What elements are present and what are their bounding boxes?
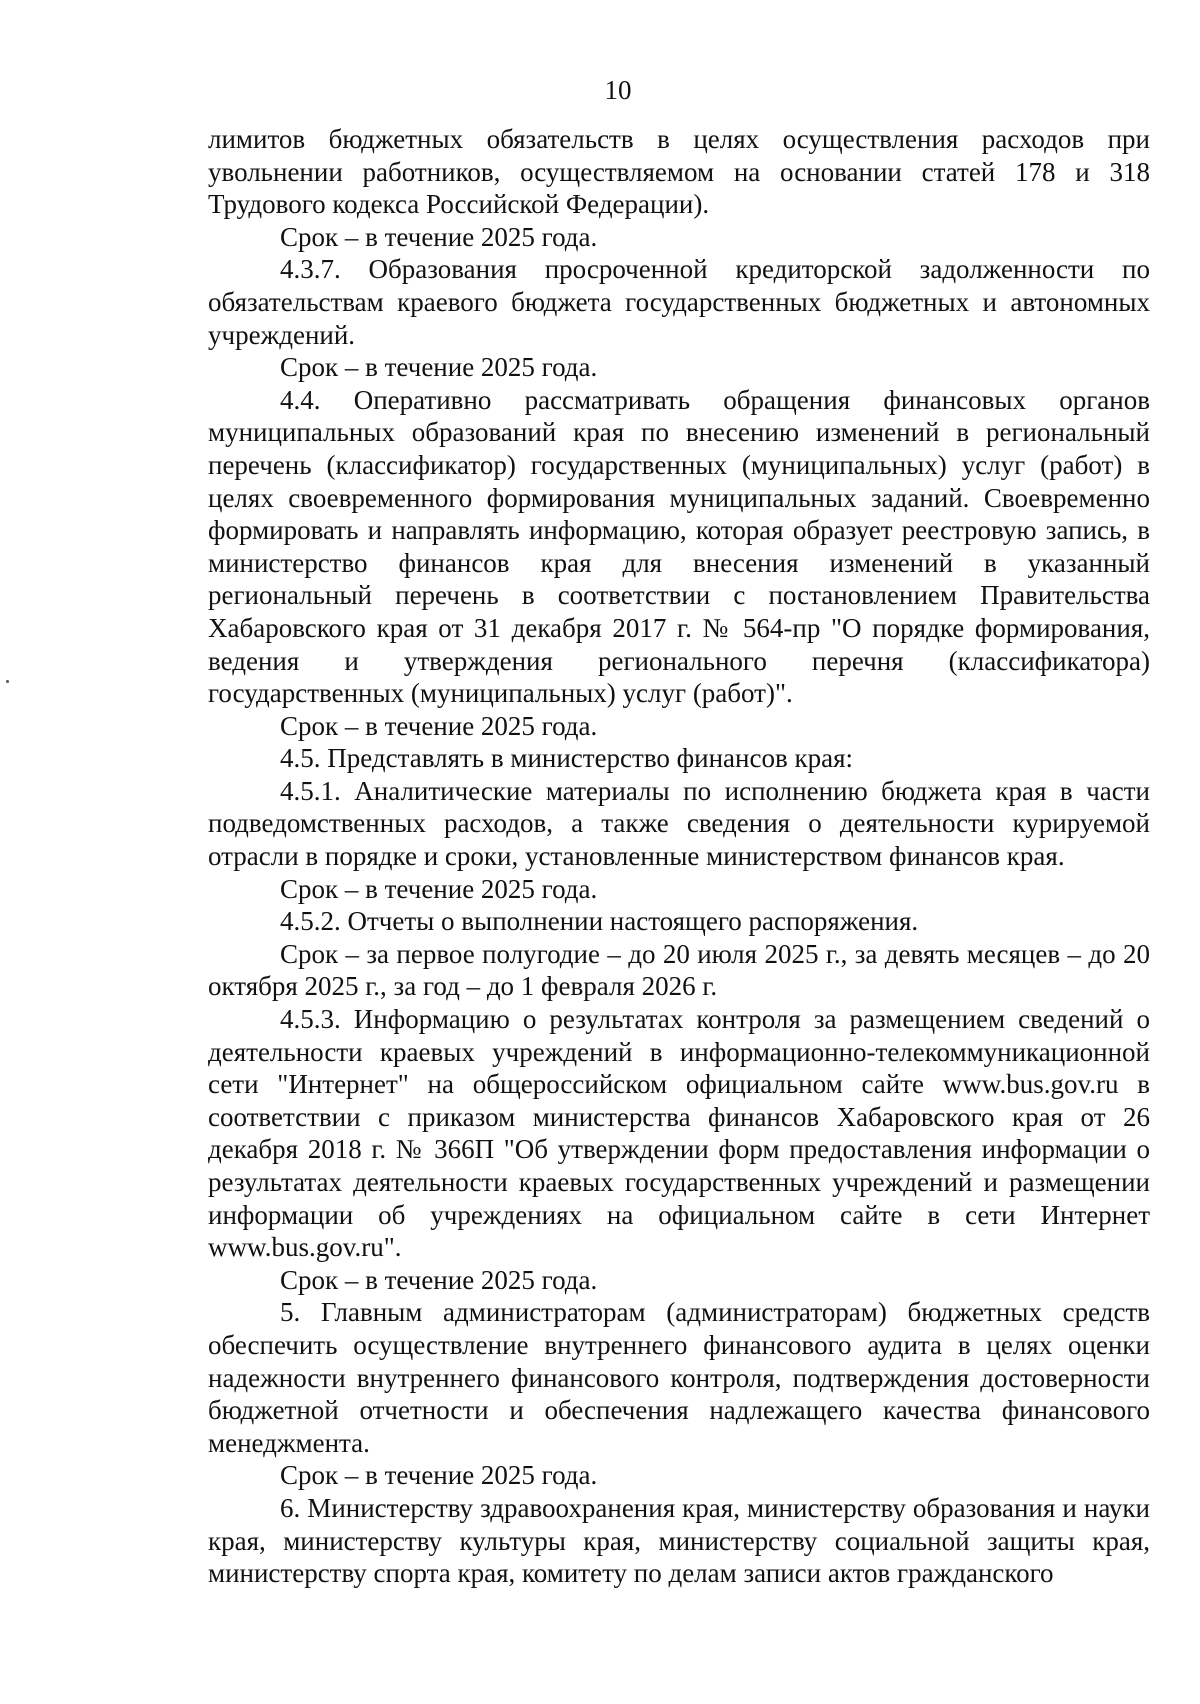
deadline-paragraph: Срок – за первое полугодие – до 20 июля 2025 г., за девять месяцев – до 20 октября 2025 г., за год – до 1 февраля 2026 г.	[208, 938, 1150, 1002]
deadline-paragraph: Срок – в течение 2025 года.	[280, 873, 598, 904]
deadline-paragraph: Срок – в течение 2025 года.	[280, 1264, 598, 1295]
paragraph-4-5-3: 4.5.3. Информацию о результатах контроля за размещением сведений о деятельности краевых учреждений в информационно-телекоммуникационной сети "Интернет" на общероссийском официальном сайте www.bus.gov.ru в соответствии с приказом министерства финансов Хабаровского края от 26 декабря 2018 г. № 366П "Об утверждении форм предоставления информации о результатах деятельности краевых государственных учреждений и размещении информации об учреждениях на официальном сайте в сети Интернет www.bus.gov.ru".	[208, 1004, 1150, 1263]
paragraph-4-5: 4.5. Представлять в министерство финансов края:	[280, 743, 853, 774]
paragraph-4-4: 4.4. Оперативно рассматривать обращения финансовых органов муниципальных образований края по внесению изменений в региональный перечень (классификатор) государственных (муниципальных) услуг (работ) в целях своевременного формирования муниципальных заданий. Своевременно формировать и направлять информацию, которая образует реестровую запись, в министерство финансов края для внесения изменений в указанный региональный перечень в соответствии с постановлением Правительства Хабаровского края от 31 декабря 2017 г. № 564-пр "О порядке формирования, ведения и утверждения регионального перечня (классификатора) государственных (муниципальных) услуг (работ)".	[208, 384, 1150, 709]
paragraph-4-5-1: 4.5.1. Аналитические материалы по исполнению бюджета края в части подведомственных расходов, а также сведения о деятельности курируемой отрасли в порядке и сроки, установленные министерством финансов края.	[208, 775, 1150, 872]
paragraph-4-3-7: 4.3.7. Образования просроченной кредиторской задолженности по обязательствам краевого бюджета государственных бюджетных и автономных учреждений.	[208, 254, 1150, 350]
paragraph-5: 5. Главным администраторам (администраторам) бюджетных средств обеспечить осуществление внутреннего финансового аудита в целях оценки надежности внутреннего финансового контроля, подтверждения достоверности бюджетной отчетности и обеспечения надлежащего качества финансового менеджмента.	[208, 1297, 1150, 1458]
deadline-paragraph: Срок – в течение 2025 года.	[280, 1460, 598, 1491]
deadline-paragraph: Срок – в течение 2025 года.	[280, 221, 598, 252]
page-number: 10	[604, 75, 632, 105]
paragraph-4-5-2: 4.5.2. Отчеты о выполнении настоящего распоряжения.	[280, 906, 919, 937]
paragraph: лимитов бюджетных обязательств в целях осуществления расходов при увольнении работников, осуществляемом на основании статей 178 и 318 Трудового кодекса Российской Федерации).	[208, 124, 1150, 220]
deadline-paragraph: Срок – в течение 2025 года.	[280, 352, 598, 383]
document-body	[208, 123, 1150, 1590]
paragraph-6: 6. Министерству здравоохранения края, министерству образования и науки края, министерству культуры края, министерству социальной защиты края, министерству спорта края, комитету по делам записи актов гражданского	[208, 1492, 1150, 1589]
deadline-paragraph: Срок – в течение 2025 года.	[280, 710, 598, 741]
scan-speck	[6, 680, 9, 683]
